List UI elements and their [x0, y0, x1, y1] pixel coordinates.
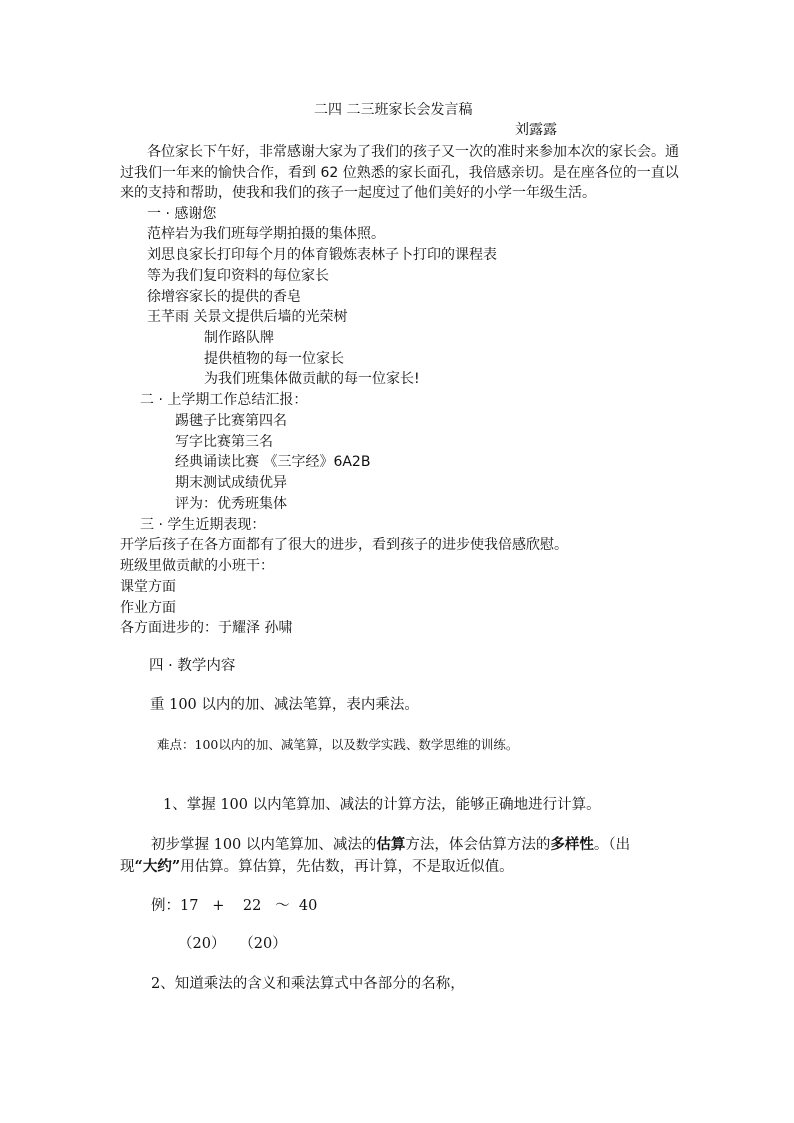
- section-heading-performance: 三 · 学生近期表现：: [140, 517, 266, 533]
- paragraph-line: 班级里做贡献的小班干：: [120, 558, 274, 574]
- text-run: 初步掌握 100 以内笔算加、减法的: [151, 837, 377, 853]
- intro-line: 过我们一年来的愉快合作，看到 62 位熟悉的家长面孔，我倍感亲切。是在座各位的一直以: [120, 165, 679, 181]
- list-subitem: 提供植物的每一位家长: [204, 351, 344, 367]
- paragraph-line: 开学后孩子在各方面都有了很大的进步，看到孩子的进步使我倍感欣慰。: [120, 537, 568, 553]
- section-heading-thanks: 一 · 感谢您: [147, 206, 217, 222]
- list-item: 等为我们复印资料的每位家长: [147, 268, 329, 284]
- list-item: 王芊雨 关景文提供后墙的光荣树: [147, 309, 348, 325]
- emphasis-text: 多样性: [550, 836, 594, 853]
- text-run: 。（出: [593, 837, 631, 853]
- text-run: 用估算。算估算，先估数，再计算，不是取近似值。: [180, 859, 514, 875]
- section-heading-teaching: 四 · 教学内容: [149, 658, 236, 674]
- list-item: 写字比赛第三名: [175, 434, 273, 450]
- list-item: 评为：优秀班集体: [175, 496, 287, 512]
- intro-line: 来的支持和帮助，使我和我们的孩子一起度过了他们美好的小学一年级生活。: [120, 185, 596, 201]
- numbered-item: 2、知道乘法的含义和乘法算式中各部分的名称，: [151, 976, 465, 992]
- text-run: 现: [120, 859, 135, 875]
- paragraph-line: 课堂方面: [120, 579, 176, 595]
- numbered-item: 1、掌握 100 以内笔算加、减法的计算方法，能够正确地进行计算。: [163, 797, 601, 813]
- document-title: 二四 二三班家长会发言稿: [314, 102, 473, 118]
- list-subitem: 为我们班集体做贡献的每一位家长!: [204, 371, 420, 387]
- key-points: 重 100 以内的加、减法笔算，表内乘法。: [150, 697, 419, 713]
- paragraph-line: 各方面进步的：于耀泽 孙啸: [120, 620, 293, 636]
- example-line: 例：17 + 22 ～ 40: [151, 898, 318, 914]
- paragraph-line: [120, 857, 514, 877]
- list-item: 踢毽子比赛第四名: [175, 413, 287, 429]
- difficulties: 难点：100以内的加、减笔算，以及数学实践、数学思维的训练。: [157, 737, 519, 752]
- section-heading-summary: 二 · 上学期工作总结汇报：: [140, 392, 308, 408]
- list-item: 徐增容家长的提供的香皂: [147, 289, 301, 305]
- list-item: 范梓岩为我们班每学期拍摄的集体照。: [147, 226, 385, 242]
- author-name: 刘露露: [515, 122, 557, 138]
- paragraph-line: 作业方面: [120, 600, 176, 616]
- list-item: 经典诵读比赛 《三字经》6A2B: [175, 454, 371, 470]
- list-item: 刘思良家长打印每个月的体育锻炼表林子卜打印的课程表: [147, 247, 497, 263]
- example-subline: （20） （20）: [178, 936, 287, 952]
- text-run: 方法，体会估算方法的: [405, 837, 551, 853]
- paragraph-line: [151, 835, 630, 855]
- list-subitem: 制作路队牌: [204, 330, 274, 346]
- emphasis-text: 估算: [376, 836, 406, 853]
- list-item: 期末测试成绩优异: [175, 475, 287, 491]
- intro-line: 各位家长下午好，非常感谢大家为了我们的孩子又一次的准时来参加本次的家长会。通: [147, 144, 679, 160]
- emphasis-text: “大约”: [134, 858, 181, 875]
